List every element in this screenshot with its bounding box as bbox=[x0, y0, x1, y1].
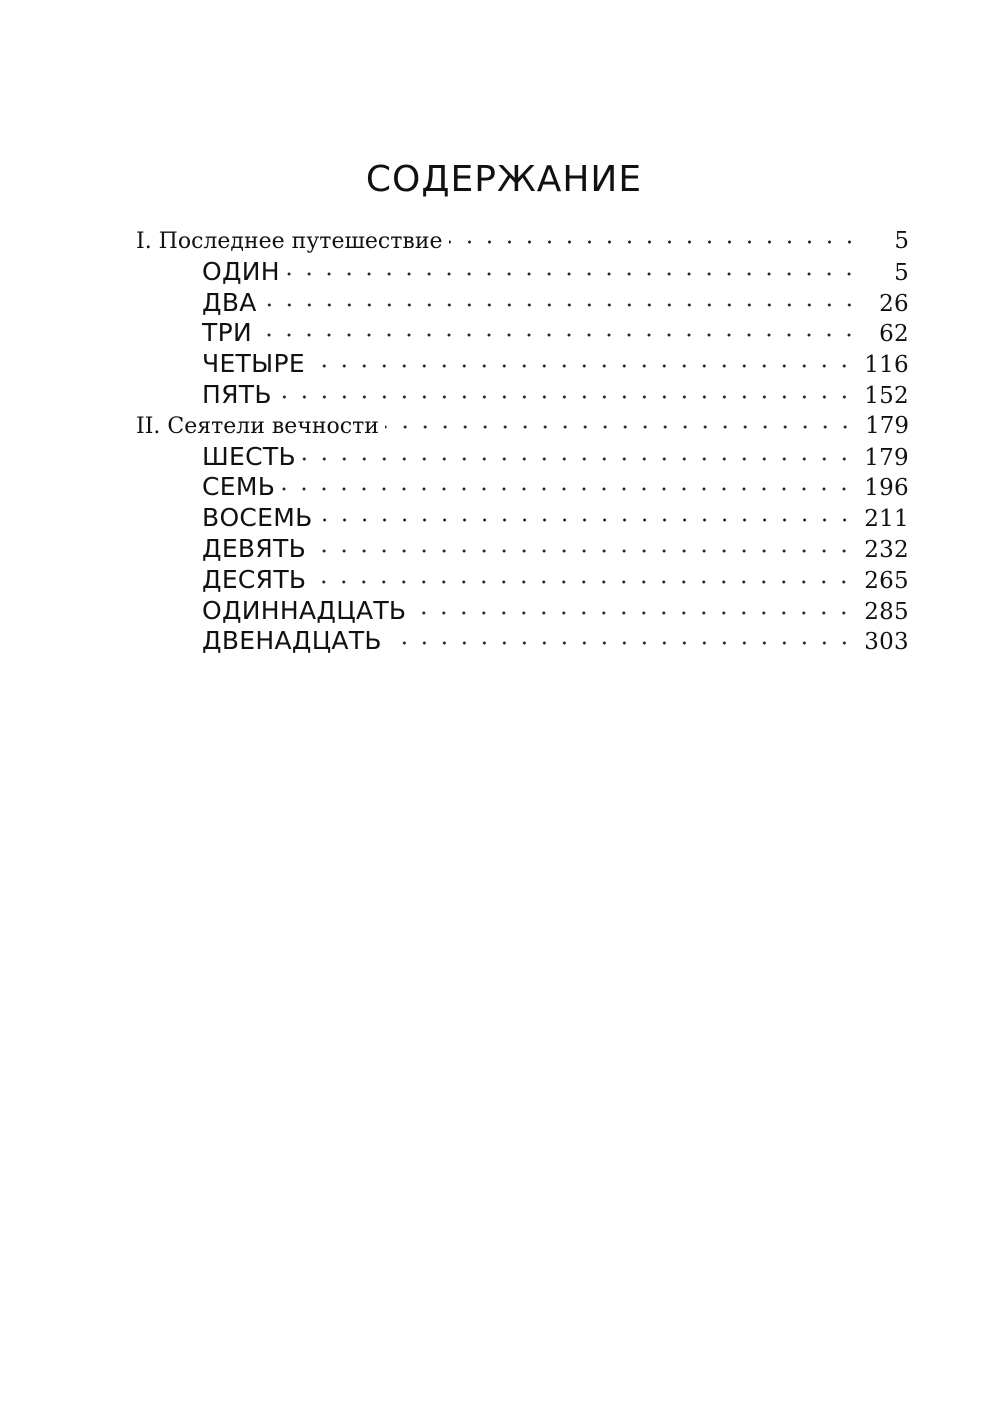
toc-entry-chapter-6 bbox=[136, 442, 909, 473]
toc-entry-label: ЧЕТЫРЕ bbox=[202, 349, 305, 379]
toc-entry-page-number: 5 bbox=[894, 259, 909, 286]
toc-entry-page-number: 232 bbox=[864, 536, 909, 563]
dot-leader bbox=[312, 546, 854, 556]
toc-entry-chapter-1 bbox=[136, 257, 909, 288]
toc-entry-page-number: 179 bbox=[864, 444, 909, 471]
toc-entry-page-number: 5 bbox=[894, 228, 909, 254]
toc-entry-label: ОДИН bbox=[202, 256, 280, 286]
dot-leader bbox=[281, 484, 854, 494]
toc-entry-page-number: 211 bbox=[864, 506, 909, 533]
dot-leader bbox=[319, 515, 855, 525]
toc-entry-label: ДЕСЯТЬ bbox=[202, 564, 307, 594]
toc-entry-chapter-8 bbox=[136, 503, 909, 534]
toc-entry-chapter-3 bbox=[136, 318, 909, 349]
toc-entry-page-number: 62 bbox=[879, 321, 909, 348]
table-of-contents bbox=[136, 226, 909, 657]
dot-leader bbox=[311, 361, 854, 371]
toc-entry-page-number: 152 bbox=[864, 382, 909, 409]
dot-leader bbox=[302, 454, 854, 464]
dot-leader bbox=[258, 330, 859, 340]
toc-entry-page-number: 265 bbox=[864, 567, 909, 594]
toc-entry-label: ОДИННАДЦАТЬ bbox=[202, 595, 407, 625]
toc-entry-chapter-5 bbox=[136, 380, 909, 411]
toc-entry-label: ДВА bbox=[202, 287, 257, 317]
toc-entry-label: ПЯТЬ bbox=[202, 379, 272, 409]
dot-leader bbox=[278, 392, 854, 402]
toc-entry-label: СЕМЬ bbox=[202, 472, 276, 502]
dot-leader bbox=[286, 269, 859, 279]
toc-entry-chapter-11 bbox=[136, 596, 909, 627]
toc-entry-page-number: 116 bbox=[864, 352, 909, 379]
toc-entry-label: ДЕВЯТЬ bbox=[202, 533, 307, 563]
dot-leader bbox=[412, 608, 854, 618]
toc-entry-label: ДВЕНАДЦАТЬ bbox=[202, 626, 382, 656]
dot-leader bbox=[449, 237, 860, 247]
dot-leader bbox=[312, 577, 854, 587]
toc-entry-chapter-9 bbox=[136, 534, 909, 565]
toc-entry-label: ВОСЕМЬ bbox=[202, 503, 313, 533]
toc-entry-chapter-7 bbox=[136, 472, 909, 503]
dot-leader bbox=[388, 638, 854, 648]
toc-entry-chapter-10 bbox=[136, 565, 909, 596]
toc-entry-page-number: 179 bbox=[865, 412, 909, 439]
toc-entry-label: ТРИ bbox=[202, 318, 252, 348]
toc-entry-part-1 bbox=[136, 226, 909, 257]
dot-leader bbox=[385, 422, 855, 432]
toc-entry-page-number: 196 bbox=[864, 475, 909, 502]
toc-entry-page-number: 26 bbox=[879, 290, 909, 317]
page-title: СОДЕРЖАНИЕ bbox=[365, 159, 643, 200]
toc-entry-part-2 bbox=[136, 411, 909, 442]
toc-entry-label: I. Последнее путешествие bbox=[136, 229, 443, 254]
toc-entry-chapter-4 bbox=[136, 349, 909, 380]
toc-entry-chapter-12 bbox=[136, 626, 909, 657]
toc-entry-chapter-2 bbox=[136, 288, 909, 319]
toc-entry-label: II. Сеятели вечности bbox=[136, 413, 379, 439]
toc-entry-label: ШЕСТЬ bbox=[202, 441, 296, 471]
toc-entry-page-number: 303 bbox=[864, 629, 909, 656]
toc-entry-page-number: 285 bbox=[864, 598, 909, 625]
dot-leader bbox=[263, 300, 859, 310]
